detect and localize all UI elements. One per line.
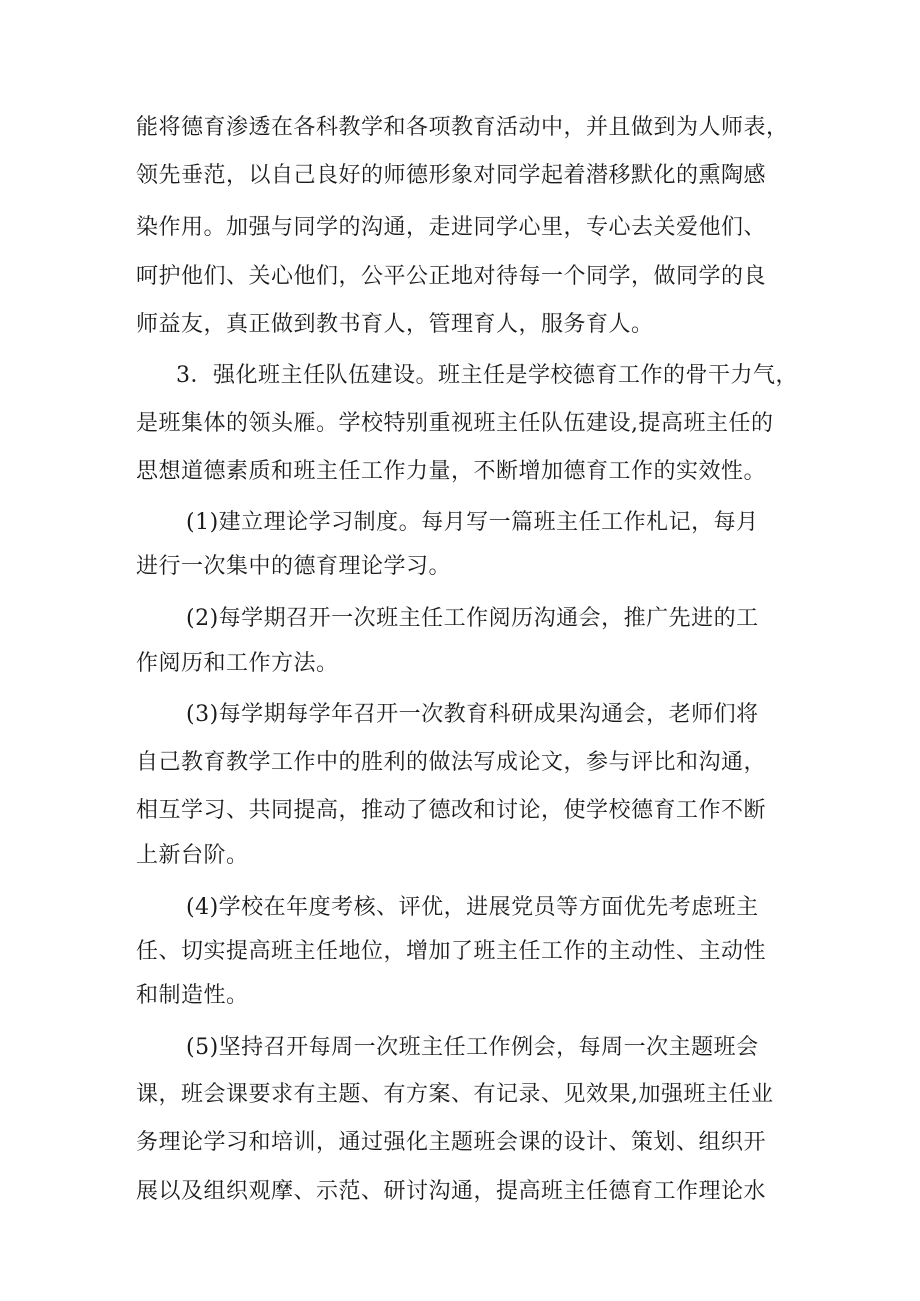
text-line: 务理论学习和培训，通过强化主题班会课的设计、策划、组织开 [136, 1130, 767, 1155]
text-line: 领先垂范，以自己良好的师德形象对同学起着潜移默化的熏陶感 [136, 163, 767, 188]
text-line: 任、切实提高班主任地位，增加了班主任工作的主动性、主动性 [136, 939, 767, 964]
text-line: 染作用。加强与同学的沟通，走进同学心里，专心去关爱他们、 [136, 215, 767, 240]
text-line: 进行一次集中的德育理论学习。 [136, 554, 452, 579]
text-line: 是班集体的领头雁。学校特别重视班主任队伍建设,提高班主任的 [136, 411, 774, 436]
list-item-line: (4)学校在年度考核、评优，进展党员等方面优先考虑班主 [186, 895, 759, 920]
text-line: 能将德育渗透在各科教学和各项教育活动中，并且做到为人师表， [136, 115, 789, 140]
text-line: 师益友，真正做到教书育人，管理育人，服务育人。 [136, 312, 654, 337]
text-line: 相互学习、共同提高，推动了德改和讨论，使学校德育工作不断 [136, 798, 767, 823]
text-line: 课，班会课要求有主题、有方案、有记录、见效果,加强班主任业 [136, 1082, 774, 1107]
text-line: 和制造性。 [136, 983, 249, 1008]
section-heading-line: 3．强化班主任队伍建设。班主任是学校德育工作的骨干力气， [176, 363, 798, 388]
text-line: 自己教育教学工作中的胜利的做法写成论文，参与评比和沟通， [136, 750, 767, 775]
list-item-line: (5)坚持召开每周一次班主任工作例会，每周一次主题班会 [186, 1035, 759, 1060]
list-item-line: (1)建立理论学习制度。每月写一篇班主任工作札记，每月 [186, 510, 759, 535]
list-item-line: (2)每学期召开一次班主任工作阅历沟通会，推广先进的工 [186, 606, 759, 631]
list-item-line: (3)每学期每学年召开一次教育科研成果沟通会，老师们将 [186, 702, 759, 727]
text-line: 上新台阶。 [136, 843, 249, 868]
text-line: 呵护他们、关心他们，公平公正地对待每一个同学，做同学的良 [136, 264, 767, 289]
text-line: 思想道德素质和班主任工作力量，不断增加德育工作的实效性。 [136, 459, 767, 484]
text-line: 作阅历和工作方法。 [136, 651, 339, 676]
text-line: 展以及组织观摩、示范、研讨沟通，提高班主任德育工作理论水 [136, 1179, 767, 1204]
